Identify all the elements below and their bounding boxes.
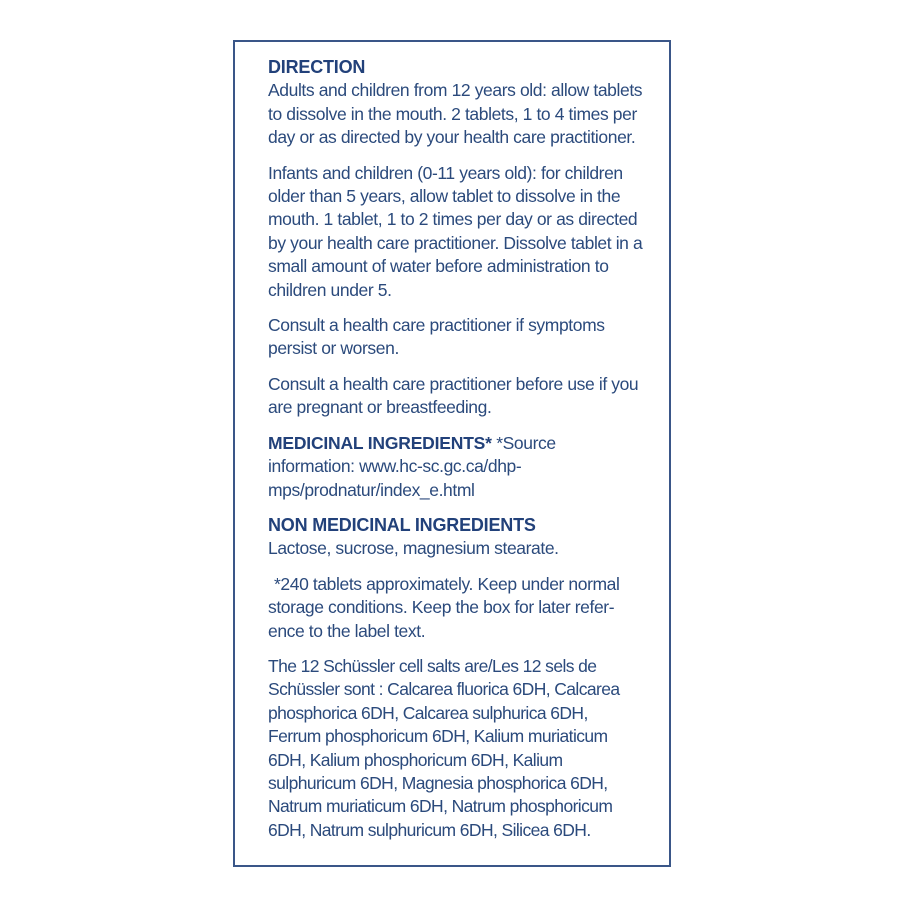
- medicinal-source-text: *Source information: www.hc-sc.gc.ca/dhp-mps/prodnatur/index_e.html: [268, 432, 556, 500]
- label-panel: [233, 40, 671, 867]
- direction-adults-text: Adults and children from 12 years old: allow tablets to dissolve in the mouth. 2 tablets, 1 to 4 times per day or as directed by your health care practitioner.: [268, 80, 643, 148]
- non-medicinal-heading: NON MEDICINAL INGREDIENTS: [268, 514, 536, 535]
- storage-note-text: *240 tablets approximately. Keep under normal storage conditions. Keep the box for later refer-ence to the label text.: [268, 573, 620, 641]
- consult-pregnancy-text: Consult a health care practitioner before use if you are pregnant or breastfeeding.: [268, 373, 639, 418]
- consult-symptoms-text: Consult a health care practitioner if symptoms persist or worsen.: [268, 315, 605, 359]
- non-medicinal-ingredients-text: Lactose, sucrose, magnesium stearate.: [268, 538, 559, 559]
- medicinal-ingredients-line: [268, 432, 643, 502]
- direction-infants-text: Infants and children (0-11 years old): for children older than 5 years, allow tablet to dissolve in the mouth. 1 tablet, 1 to 2 times per day or as directed by your health care practitioner. Dissolve tablet in a small amount of water before administration to children under 5.: [268, 162, 643, 300]
- medicinal-ingredients-heading: MEDICINAL INGREDIENTS*: [268, 432, 492, 453]
- cell-salts-text: The 12 Schüssler cell salts are/Les 12 sels de Schüssler sont : Calcarea fluorica 6DH, Calcarea phosphorica 6DH, Calcarea sulphurica 6DH, Ferrum phosphoricum 6DH, Kalium muriaticum 6DH, Kalium phosphoricum 6DH, Kalium sulphuricum 6DH, Magnesia phosphorica 6DH, Natrum muriaticum 6DH, Natrum phosphoricum 6DH, Natrum sulphuricum 6DH, Silicea 6DH.: [268, 655, 620, 840]
- direction-heading: DIRECTION: [268, 57, 366, 77]
